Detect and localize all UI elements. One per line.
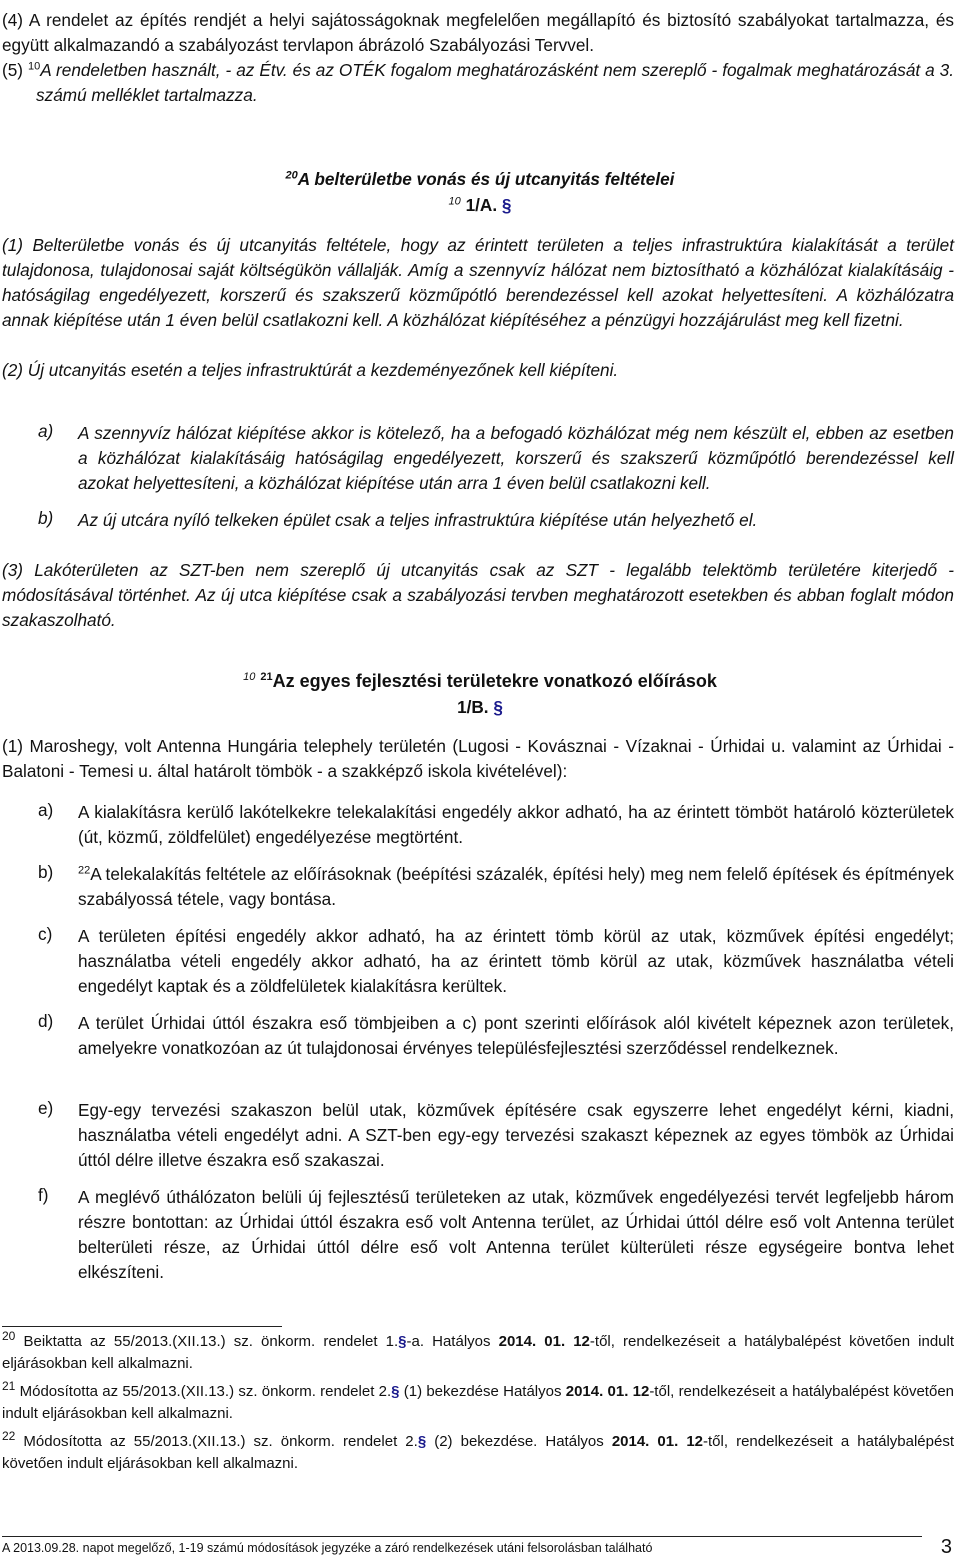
footnote-text: -től, rendelkezéseit a hatálybalépést követően indult eljárásokban kell alkalmazni. xyxy=(2,1383,954,1422)
footnote-text: Módosította az 55/2013.(XII.13.) sz. önkorm. rendelet 2. xyxy=(23,1433,418,1450)
item-text: A kialakításra kerülő lakótelkekre telekalakítási engedély akkor adható, ha az érintett tömböt határoló közterületek (út, közmű, zöldfelület) engedélyezése megtörtént. xyxy=(78,802,954,847)
footnote-ref-20: 20 xyxy=(285,169,298,182)
footer-divider xyxy=(2,1536,922,1537)
item-label: c) xyxy=(38,924,53,944)
item-text: $^{22}$A telekalakítás feltétele az előírásoknak (beépítési százalék, építési hely) meg nem felelő építések és építmények szabályossá tétele, vagy bontása. xyxy=(78,864,954,909)
section-sign: § xyxy=(398,1333,407,1350)
section-1B-item xyxy=(38,862,954,912)
section-sign: § xyxy=(501,195,512,215)
section-1A-item-b: b) Az új utcára nyíló telkeken épület csak a teljes infrastruktúra kiépítése után helyezhető el. xyxy=(38,508,758,530)
footnote-text: Beiktatta az 55/2013.(XII.13.) sz. önkorm. rendelet 1. xyxy=(23,1333,399,1350)
paragraph-4 xyxy=(2,8,954,58)
paragraph-5-number: (5) xyxy=(2,60,28,80)
footer-note: A 2013.09.28. napot megelőző, 1-19 számú módosítások jegyzéke a záró rendelkezések utáni felsorolásban található xyxy=(2,1541,653,1555)
section-1B-item xyxy=(38,924,954,999)
heading-fejlesztesi xyxy=(0,671,960,692)
item-text: A terület Úrhidai úttól északra eső tömbjeiben a c) pont szerinti előírások alól kivételt képeznek azon területek, amelyekre vonatkozóan az út tulajdonosai érvényes településfejlesztési szerződéssel rendelkeznek. xyxy=(78,1013,954,1058)
section-1A xyxy=(0,195,960,216)
section-1A-para-3: (3) Lakóterületen az SZT-ben nem szereplő új utcanyitás csak az SZT - legalább telektömb területére kiterjedő - módosításával történhet. Az új utca kiépítése csak a szabályozási tervben meghatározott esetekben és abban foglalt módon szakaszolható. xyxy=(2,560,954,630)
footnote-date: 2014. 01. 12 xyxy=(611,1433,704,1450)
page-number: 3 xyxy=(940,1536,952,1558)
section-1B-item xyxy=(38,1098,954,1173)
footnote-number: 20 xyxy=(2,1329,16,1343)
section-1A-item-a: a) A szennyvíz hálózat kiépítése akkor is kötelező, ha a befogadó közhálózat még nem készült el, ebben az esetben a közhálózat kialakításáig hatóságilag engedélyezett, korszerű és szakszerű közműpótló berendezéssel kell azokat helyettesíteni, a közhálózat kiépítése után arra 1 éven belül csatlakozni kell. xyxy=(38,421,954,493)
footnote-text: (2) bekezdése. Hatályos xyxy=(426,1433,612,1450)
section-1B-item xyxy=(38,1011,954,1061)
footnote-20 xyxy=(2,1331,954,1374)
section-sign: § xyxy=(493,697,503,717)
item-text: Egy-egy tervezési szakaszon belül utak, közművek építésére csak egyszerre lehet engedélyt kérni, kiadni, használatba vételi engedélyt adni. A SZT-ben egy-egy tervezési szakaszt képeznek az egyes tömbök az Úrhidai úttól délre illetve északra eső szakaszai. xyxy=(78,1100,954,1170)
section-1B-para-1: (1) Maroshegy, volt Antenna Hungária telephely területén (Lugosi - Kovásznai - Vízaknai - Úrhidai u. valamint az Úrhidai - Balatoni - Temesi u. által határolt tömbök - a szakképző iskola kivételével): xyxy=(2,736,954,781)
footnote-number: 21 xyxy=(2,1379,16,1393)
item-text: A meglévő úthálózaton belüli új fejlesztésű területeken az utak, közművek engedélyezési tervét legfeljebb három részre bontottan: az Úrhidai úttól északra eső volt Antenna terület, az Úrhidai úttól délre eső volt Antenna terület belterületi része, az Úrhidai úttól délre eső volt Antenna terület külterületi része egységeire bontva lehet elkészíteni. xyxy=(78,1187,954,1282)
heading-belterulet-text: A belterületbe vonás és új utcanyitás feltételei xyxy=(297,169,675,189)
section-sign: § xyxy=(391,1383,400,1400)
heading-fejlesztesi-text: Az egyes fejlesztési területekre vonatkozó előírások xyxy=(272,671,717,691)
footnote-date: 2014. 01. 12 xyxy=(498,1333,590,1350)
section-1A-para-1: (1) Belterületbe vonás és új utcanyitás feltétele, hogy az érintett területen a teljes infrastruktúra kialakítását a terület tulajdonosa, tulajdonosai saját költségükön vállalják. Amíg a szennyvíz hálózat nem biztosítható a közhálózat kialakításáig - hatóságilag engedélyezett, korszerű és szakszerű közműpótló berendezéssel kell azokat helyettesíteni. A közhálózatra annak kiépítése után 1 éven belül csatlakozni kell. A közhálózat kiépítéséhez a pénzügyi hozzájárulást meg kell fizetni. xyxy=(2,235,954,330)
item-text: A területen építési engedély akkor adható, ha az érintett tömb körül az utak, közművek építési engedélyt; használatba vételi engedély akkor adható, ha az érintett tömb körül az utak, közművek használatba vételi engedélyt kaptak és a zöldfelületek kialakításra kerültek. xyxy=(78,926,954,996)
footnote-date: 2014. 01. 12 xyxy=(565,1383,650,1400)
footnote-text: -a. Hatályos xyxy=(406,1333,499,1350)
section-1B-item xyxy=(38,1185,954,1285)
footnote-text: (1) bekezdése Hatályos xyxy=(399,1383,566,1400)
paragraph-4-text: (4) A rendelet az építés rendjét a helyi sajátosságoknak megfelelően megállapító és biztosító szabályokat tartalmazza, és együtt alkalmazandó a szabályozást tervlapon ábrázoló Szabályozási Tervvel. xyxy=(2,10,954,55)
footnote-ref-21: 21 xyxy=(260,671,273,683)
footnote-ref-10: 10 xyxy=(27,60,41,73)
paragraph-5-text: A rendeletben használt, - az Étv. és az OTÉK fogalom meghatározásként nem szereplő - fogalmak meghatározását a 3. számú melléklet tartalmazza. xyxy=(36,60,955,105)
item-label: d) xyxy=(38,1011,54,1031)
item-label: a) xyxy=(38,800,54,820)
section-1B-number: 1/B. xyxy=(457,697,489,717)
item-label: f) xyxy=(38,1185,49,1205)
footnote-ref-10c: 10 xyxy=(243,671,256,683)
footnote-number: 22 xyxy=(2,1429,16,1443)
footnote-ref-10b: 10 xyxy=(448,195,461,208)
footnote-text: Módosította az 55/2013.(XII.13.) sz. önkorm. rendelet 2. xyxy=(19,1383,392,1400)
section-1B-item xyxy=(38,800,954,850)
paragraph-5 xyxy=(2,58,954,108)
footnote-divider xyxy=(2,1326,282,1327)
heading-belterulet xyxy=(0,169,960,190)
item-label: b) xyxy=(38,862,54,882)
section-sign: § xyxy=(417,1433,427,1450)
footnote-text: -től, rendelkezéseit a hatálybalépést követően indult eljárásokban kell alkalmazni. xyxy=(2,1333,955,1372)
footnote-text: -től, rendelkezéseit a hatálybalépést követően indult eljárásokban kell alkalmazni. xyxy=(2,1433,955,1472)
section-1A-number: 1/A. xyxy=(465,195,498,215)
footnote-22 xyxy=(2,1431,954,1474)
footnote-ref: 22 xyxy=(78,864,91,877)
section-1B xyxy=(0,697,960,718)
item-label: e) xyxy=(38,1098,54,1118)
section-1A-para-2: (2) Új utcanyitás esetén a teljes infrastruktúrát a kezdeményezőnek kell kiépíteni. xyxy=(2,360,619,380)
footnote-21 xyxy=(2,1381,954,1424)
